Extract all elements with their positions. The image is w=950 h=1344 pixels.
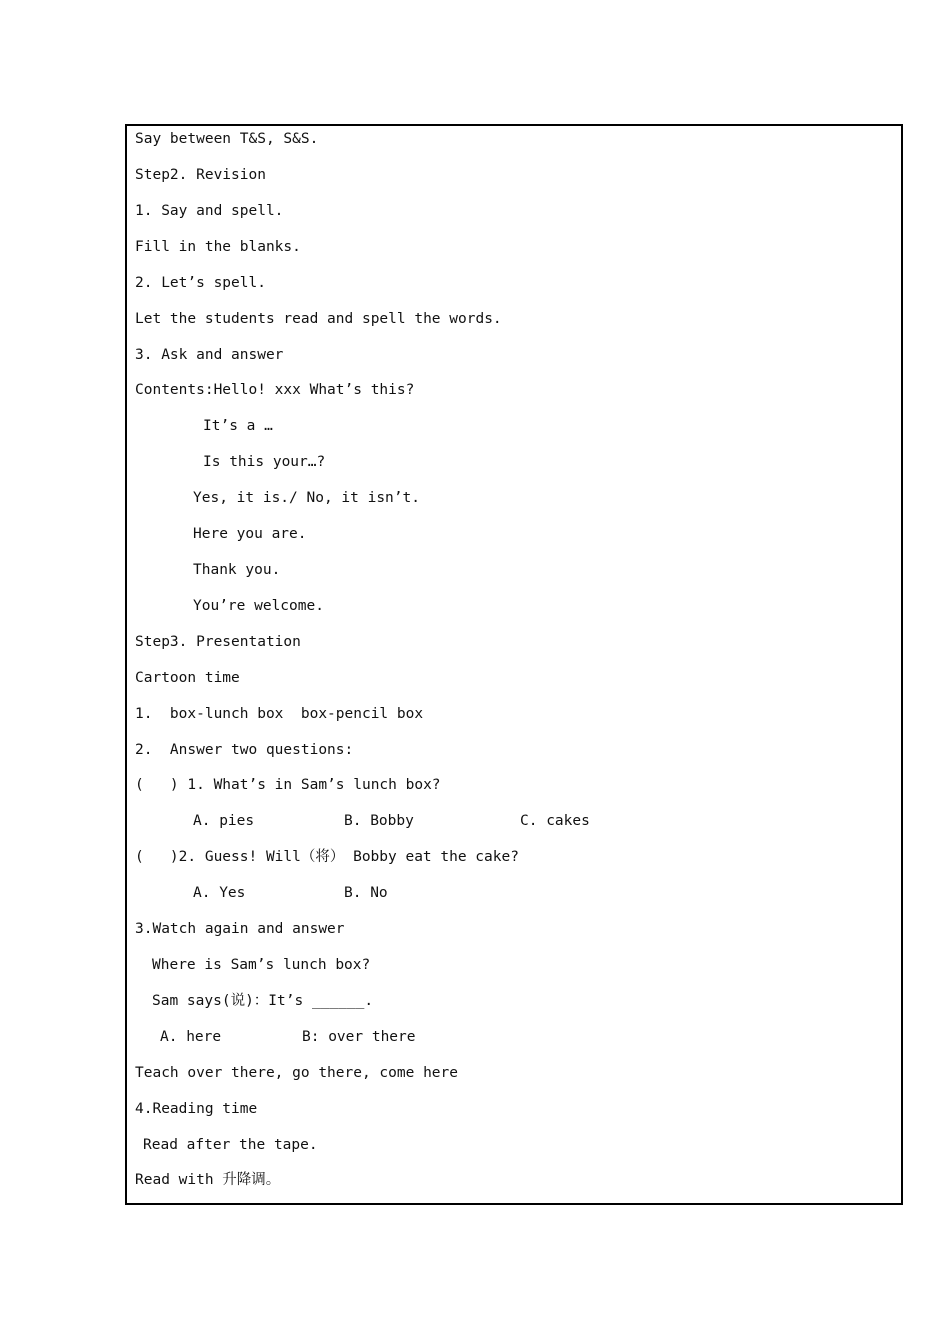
dialogue-line: Is this your…?	[203, 454, 326, 470]
question-line: ( ) 1. What’s in Sam’s lunch box?	[135, 777, 441, 793]
text-line: 1. box-lunch box box-pencil box	[135, 706, 424, 722]
option-b: B. Bobby	[344, 813, 414, 829]
text-line: 2. Answer two questions:	[135, 742, 354, 758]
option-a: A. here	[160, 1029, 222, 1045]
option-a: A. Yes	[193, 885, 246, 901]
text-line: 4.Reading time	[135, 1101, 258, 1117]
text-line: Teach over there, go there, come here	[135, 1065, 459, 1081]
option-b: B. No	[344, 885, 388, 901]
text-line: Say between T&S, S&S.	[135, 131, 319, 147]
text-line: Fill in the blanks.	[135, 239, 301, 255]
text-line: Read after the tape.	[143, 1137, 318, 1153]
dialogue-line: You’re welcome.	[193, 598, 324, 614]
text-line: 1. Say and spell.	[135, 203, 284, 219]
text-line: Let the students read and spell the words.	[135, 311, 502, 327]
option-b: B: over there	[302, 1029, 416, 1045]
dialogue-line: Thank you.	[193, 562, 281, 578]
dialogue-line: It’s a …	[203, 418, 273, 434]
text-line: Where is Sam’s lunch box?	[152, 957, 371, 973]
text-line: Sam says(说)：It’s ______.	[152, 993, 374, 1009]
option-c: C. cakes	[520, 813, 590, 829]
text-line: 3. Ask and answer	[135, 347, 284, 363]
text-line: Cartoon time	[135, 670, 240, 686]
dialogue-line: Here you are.	[193, 526, 307, 542]
option-a: A. pies	[193, 813, 255, 829]
dialogue-line: Yes, it is./ No, it isn’t.	[193, 490, 420, 506]
text-line: Contents:Hello! xxx What’s this?	[135, 382, 415, 398]
text-line: 2. Let’s spell.	[135, 275, 266, 291]
question-line: ( )2. Guess! Will（将） Bobby eat the cake?	[135, 849, 519, 865]
step-heading: Step2. Revision	[135, 167, 266, 183]
step-heading: Step3. Presentation	[135, 634, 301, 650]
text-line: 3.Watch again and answer	[135, 921, 345, 937]
text-line: Read with 升降调。	[135, 1172, 281, 1188]
